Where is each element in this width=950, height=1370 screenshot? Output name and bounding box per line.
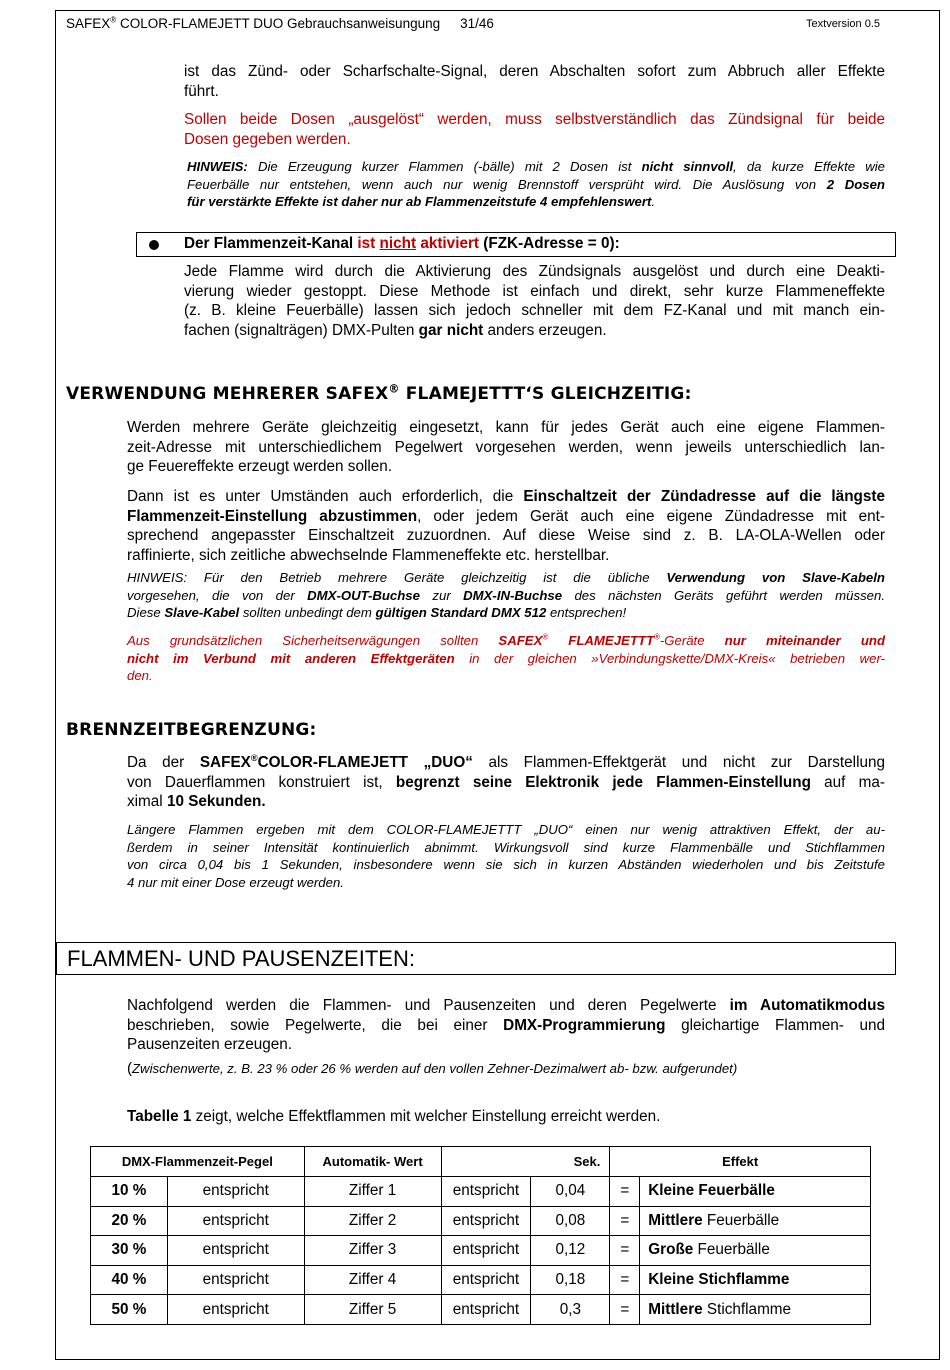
note-short-flames: HINWEIS: Die Erzeugung kurzer Flammen (-bälle) mit 2 Dosen ist nicht sinnvoll, da kurze Effekte wie Feuerbälle nur entstehen, wenn auch nur wenig Brennstoff versprüht wird. Die Auslösung von 2 Dosen für verstärkte Effekte ist daher nur ab Flammenzeitstufe 4 empfehlenswert. bbox=[187, 159, 885, 210]
heading-multiple-devices: VERWENDUNG MEHRERER SAFEX® FLAMEJETTT‘S GLEICHZEITIG: bbox=[66, 382, 692, 404]
header-dmx-level: DMX-Flammenzeit-Pegel bbox=[91, 1147, 305, 1177]
fzk-inactive-box bbox=[136, 232, 896, 257]
header-effect: Effekt bbox=[610, 1147, 871, 1177]
paragraph-ignition-time: Dann ist es unter Umständen auch erforderlich, die Einschaltzeit der Zündadresse auf die längste Flammenzeit-Einstellung abzustimmen, oder jedem Gerät auch eine eigene Zündadresse mit ent- sprechend angepasster Einschaltzeit zuzuordnen. Auf diese Weise sind z. B. LA-OLA-Wellen oder raffinierte, sich zeitliche abwechselnde Flammeneffekte etc. herstellbar. bbox=[127, 488, 885, 564]
paragraph-each-flame: Jede Flamme wird durch die Aktivierung des Zündsignals ausgelöst und durch eine Deakti- vierung wieder gestoppt. Diese Methode ist einfach und direkt, sehr kurze Flammeneffekte (z. B. kleine Feuerbälle) lassen sich jedoch schneller mit dem FZ-Kanal und mit manch ein- fachen (signalträgen) DMX-Pulten gar nicht anders erzeugen. bbox=[184, 263, 885, 339]
paragraph-table-intro: Tabelle 1 zeigt, welche Effektflammen mit welcher Einstellung erreicht werden. bbox=[127, 1108, 661, 1125]
table-row: 30 % entspricht Ziffer 3 entspricht 0,12 = Große Feuerbälle bbox=[91, 1236, 871, 1266]
note-longer-flames: Längere Flammen ergeben mit dem COLOR-FLAMEJETTT „DUO“ einen nur wenig attraktiven Effekt, der au- ßerdem in seiner Intensität kontinuierlich abnimmt. Wirkungsvoll sind kurze Flammenbälle und Stichflammen von circa 0,04 bis 1 Sekunden, insbesondere wenn sie sich in kurzen Abständen wiederholen und bis Zeitstufe 4 nur mit einer Dose erzeugt werden. bbox=[127, 822, 885, 890]
note-intermediate-values: (Zwischenwerte, z. B. 23 % oder 26 % werden auf den vollen Zehner-Dezimalwert ab- bzw. aufgerundet) bbox=[127, 1060, 738, 1077]
flame-time-table bbox=[90, 1146, 871, 1325]
header-title: SAFEX® COLOR-FLAMEJETT DUO Gebrauchsanweisungung 31/46 bbox=[66, 15, 494, 31]
paragraph-signal: ist das Zünd- oder Scharfschalte-Signal, deren Abschalten sofort zum Abbruch aller Effekte führt. bbox=[184, 63, 885, 100]
note-safety-warning: Aus grundsätzlichen Sicherheitserwägungen sollten SAFEX® FLAMEJETTT®-Geräte nur miteinander und nicht im Verbund mit anderen Effektgeräten in der gleichen »Verbindungskette/DMX-Kreis« betrieben wer- den. bbox=[127, 632, 885, 684]
note-slave-cables: HINWEIS: Für den Betrieb mehrere Geräte gleichzeitig ist die übliche Verwendung von Slave-Kabeln vorgesehen, die von der DMX-OUT-Buchse zur DMX-IN-Buchse des nächsten Geräts geführt werden müssen. Diese Slave-Kabel sollten unbedingt dem gültigen Standard DMX 512 entsprechen! bbox=[127, 570, 885, 621]
text-version: Textversion 0.5 bbox=[806, 18, 880, 30]
heading-flame-pause: FLAMMEN- UND PAUSENZEITEN: bbox=[67, 946, 415, 971]
table-row: 40 % entspricht Ziffer 4 entspricht 0,18 = Kleine Stichflamme bbox=[91, 1265, 871, 1295]
header-auto-value: Automatik- Wert bbox=[304, 1147, 441, 1177]
paragraph-both-doses: Sollen beide Dosen „ausgelöst“ werden, muss selbstverständlich das Zündsignal für beide Dosen gegeben werden. bbox=[184, 111, 885, 148]
page-header bbox=[66, 16, 880, 40]
table-header-row bbox=[91, 1147, 871, 1177]
paragraph-multiple-devices: Werden mehrere Geräte gleichzeitig eingesetzt, kann für jedes Gerät auch eine eigene Flammen- zeit-Adresse mit unterschiedlichem Pegelwert vorgesehen werden, wenn jeweils unterschiedlich lan- ge Feuereffekte erzeugt werden sollen. bbox=[127, 419, 885, 476]
flame-pause-heading-box bbox=[56, 942, 896, 975]
table-row: 50 % entspricht Ziffer 5 entspricht 0,3 = Mittlere Stichflamme bbox=[91, 1295, 871, 1325]
table-row: 20 % entspricht Ziffer 2 entspricht 0,08 = Mittlere Feuerbälle bbox=[91, 1206, 871, 1236]
paragraph-flame-pause: Nachfolgend werden die Flammen- und Pausenzeiten und deren Pegelwerte im Automatikmodus beschrieben, sowie Pegelwerte, die bei einer DMX-Programmierung gleichartige Flammen- und Pausenzeiten erzeugen. bbox=[127, 997, 885, 1054]
bullet-dot-icon bbox=[149, 240, 159, 250]
table-row: 10 % entspricht Ziffer 1 entspricht 0,04 = Kleine Feuerbälle bbox=[91, 1177, 871, 1207]
header-seconds: Sek. bbox=[441, 1147, 610, 1177]
fzk-inactive-heading: Der Flammenzeit-Kanal ist nicht aktiviert (FZK-Adresse = 0): bbox=[184, 235, 620, 252]
paragraph-burn-limit: Da der SAFEX®COLOR-FLAMEJETT „DUO“ als Flammen-Effektgerät und nicht zur Darstellung von Dauerflammen konstruiert ist, begrenzt seine Elektronik jede Flammen-Einstellung auf ma- ximal 10 Sekunden. bbox=[127, 752, 885, 811]
heading-burn-limit: BRENNZEITBEGRENZUNG: bbox=[66, 720, 317, 740]
page-number: 31/46 bbox=[460, 16, 494, 31]
